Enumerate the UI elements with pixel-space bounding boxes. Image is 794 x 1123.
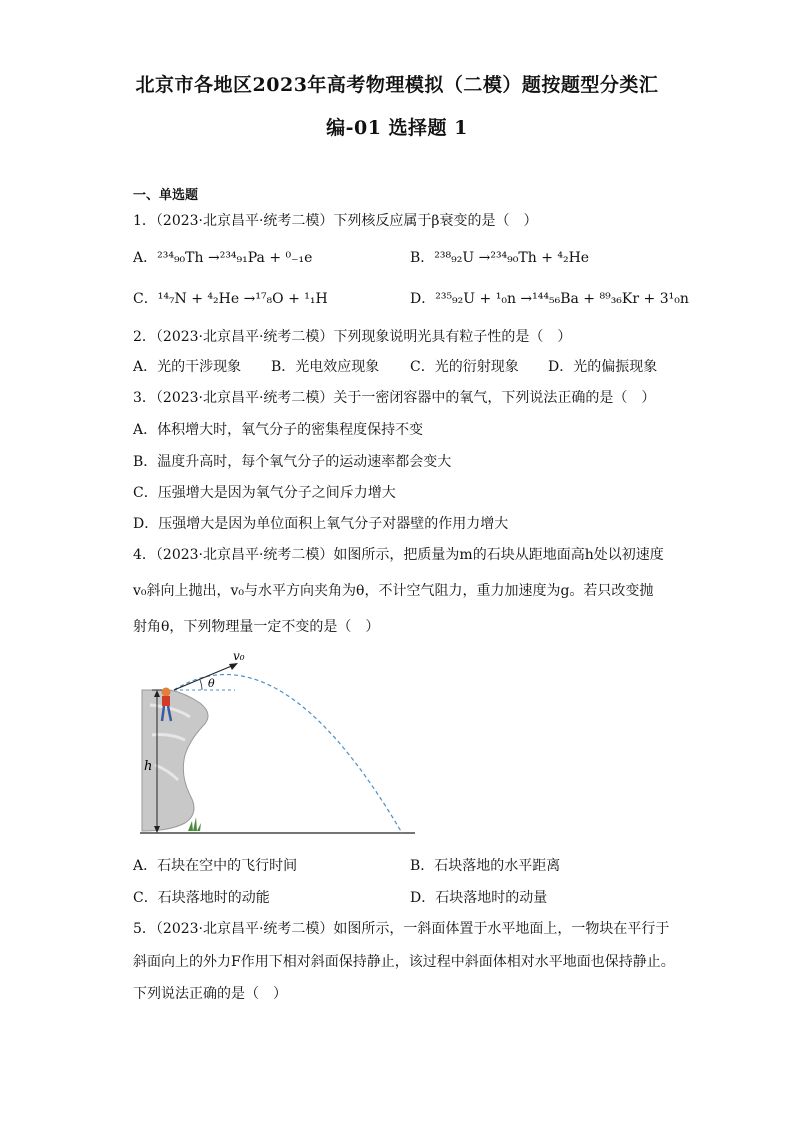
projectile-figure — [130, 645, 430, 845]
q4-option-b: B．石块落地的水平距离 — [410, 858, 561, 874]
q4-stem-line-2: v₀斜向上抛出，v₀与水平方向夹角为θ，不计空气阻力，重力加速度为g。若只改变抛 — [133, 583, 654, 599]
q1-option-d: D．²³⁵₉₂U + ¹₀n →¹⁴⁴₅₆Ba + ⁸⁹₃₆Kr + 3¹₀n — [410, 291, 689, 307]
velocity-arrow — [174, 665, 234, 690]
q1-option-c: C．¹⁴₇N + ⁴₂He →¹⁷₈O + ¹₁H — [133, 291, 328, 307]
q3-option-c: C．压强增大是因为氧气分子之间斥力增大 — [133, 485, 396, 501]
trajectory-curve — [174, 675, 402, 833]
label-theta: θ — [208, 677, 215, 690]
q4-stem-line-1: 4．（2023·北京昌平·统考二模）如图所示，把质量为m的石块从距地面高h处以初速度 — [133, 547, 664, 563]
label-h: h — [144, 759, 153, 774]
label-v0: v₀ — [233, 649, 245, 663]
q2-stem: 2．（2023·北京昌平·统考二模）下列现象说明光具有粒子性的是（ ） — [133, 329, 572, 345]
q1-option-a: A．²³⁴₉₀Th →²³⁴₉₁Pa + ⁰₋₁e — [133, 250, 313, 266]
section-heading: 一、单选题 — [133, 188, 199, 203]
q4-option-c: C．石块落地时的动能 — [133, 890, 270, 906]
q4-option-a: A．石块在空中的飞行时间 — [133, 858, 298, 874]
q2-option-d: D．光的偏振现象 — [548, 359, 658, 375]
q4-option-d: D．石块落地时的动量 — [410, 890, 548, 906]
q3-option-b: B．温度升高时，每个氧气分子的运动速率都会变大 — [133, 454, 452, 470]
q4-stem-line-3: 射角θ，下列物理量一定不变的是（ ） — [133, 619, 380, 635]
q1-stem: 1．（2023·北京昌平·统考二模）下列核反应属于β衰变的是（ ） — [133, 213, 538, 229]
title-line-1: 北京市各地区2023年高考物理模拟（二模）题按题型分类汇 — [135, 74, 659, 96]
q3-option-a: A．体积增大时，氧气分子的密集程度保持不变 — [133, 422, 424, 438]
title-line-2: 编-01 选择题 1 — [326, 117, 468, 139]
q5-stem-line-1: 5．（2023·北京昌平·统考二模）如图所示，一斜面体置于水平地面上，一物块在平行于 — [133, 921, 670, 937]
q3-option-d: D．压强增大是因为单位面积上氧气分子对器壁的作用力增大 — [133, 516, 509, 532]
q3-stem: 3．（2023·北京昌平·统考二模）关于一密闭容器中的氧气，下列说法正确的是（ ） — [133, 390, 656, 406]
q2-option-c: C．光的衍射现象 — [410, 359, 519, 375]
q2-option-b: B．光电效应现象 — [271, 359, 380, 375]
q5-stem-line-3: 下列说法正确的是（ ） — [133, 986, 287, 1002]
q2-option-a: A．光的干涉现象 — [133, 359, 242, 375]
q5-stem-line-2: 斜面向上的外力F作用下相对斜面保持静止，该过程中斜面体相对水平地面也保持静止。 — [133, 954, 675, 970]
q1-option-b: B．²³⁸₉₂U →²³⁴₉₀Th + ⁴₂He — [410, 250, 590, 266]
